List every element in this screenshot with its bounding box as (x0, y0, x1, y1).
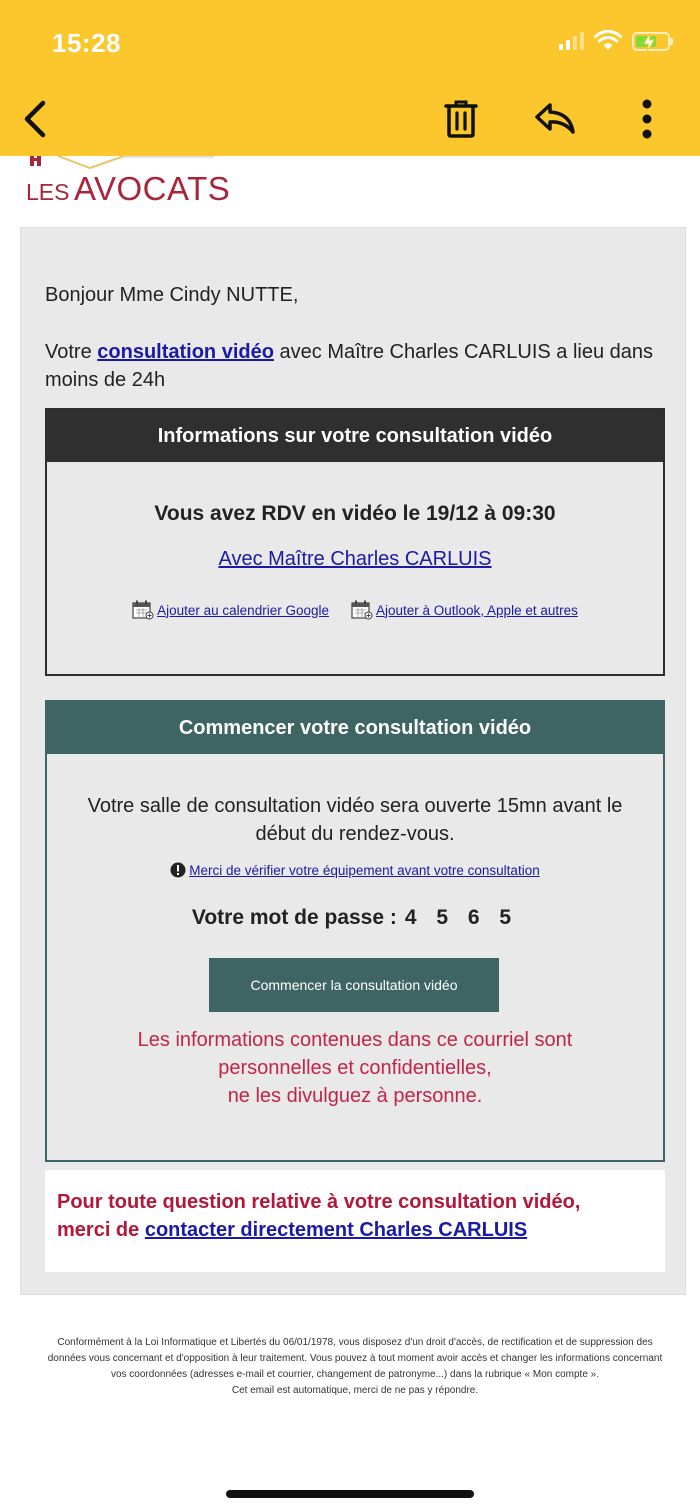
consultation-video-link[interactable]: consultation vidéo (97, 341, 274, 363)
contact-lawyer-link[interactable]: contacter directement Charles CARLUIS (144, 1219, 528, 1241)
password-value: 4 5 6 5 (404, 906, 519, 929)
info-icon (170, 862, 186, 878)
email-body (20, 227, 686, 1295)
logo-prefix: LES (26, 179, 70, 205)
room-opening-info (47, 792, 663, 848)
status-time: 15:28 (52, 28, 121, 58)
equipment-check-link[interactable]: Merci de vérifier votre équipement avant votre consultation (189, 862, 540, 878)
logo-mark-icon (28, 156, 214, 170)
reply-button[interactable] (528, 92, 582, 146)
google-calendar-link[interactable] (132, 600, 329, 620)
intro-paragraph (45, 338, 675, 394)
warning-line-3: ne les divulguez à personne. (227, 1085, 483, 1107)
calendar-add-icon (351, 600, 373, 620)
outlook-calendar-label: Ajouter à Outlook, Apple et autres (375, 602, 578, 618)
intro-text-after: avec Maître Charles CARLUIS a lieu dans moins de 24h (45, 341, 654, 391)
calendar-links (47, 600, 663, 620)
info-box-title: Informations sur votre consultation vidéo (47, 410, 663, 462)
room-line-1: Votre salle de consultation vidéo sera ouverte 15mn avant le (87, 795, 623, 817)
logo-name: AVOCATS (73, 170, 231, 207)
home-indicator[interactable] (226, 1490, 474, 1498)
password-label: Votre mot de passe : (191, 906, 397, 929)
more-options-button[interactable] (620, 92, 674, 146)
google-calendar-label: Ajouter au calendrier Google (157, 602, 329, 618)
question-line-2-before: merci de (57, 1219, 145, 1241)
start-consultation-box (45, 700, 665, 1162)
room-line-2: début du rendez-vous. (255, 823, 455, 845)
intro-text-before: Votre (45, 341, 98, 363)
law-firm-logo (26, 156, 231, 207)
greeting: Bonjour Mme Cindy NUTTE, (45, 284, 299, 306)
question-line-2 (57, 1216, 653, 1244)
status-indicators (559, 30, 670, 52)
outlook-calendar-link[interactable] (351, 600, 578, 620)
delete-button[interactable] (434, 92, 488, 146)
battery-charging-icon (632, 32, 670, 51)
legal-footer (42, 1335, 668, 1399)
chevron-left-icon (21, 99, 49, 139)
trash-icon (443, 99, 479, 139)
warning-line-2: personnelles et confidentielles, (218, 1057, 492, 1079)
question-line-1: Pour toute question relative à votre consultation vidéo, (57, 1191, 581, 1213)
lawyer-link[interactable]: Avec Maître Charles CARLUIS (218, 548, 492, 570)
reply-icon (533, 101, 577, 137)
more-vertical-icon (641, 99, 653, 139)
appointment-datetime: Vous avez RDV en vidéo le 19/12 à 09:30 (154, 502, 556, 525)
warning-line-1: Les informations contenues dans ce courriel sont (137, 1029, 573, 1051)
consultation-info-box (45, 408, 665, 676)
equipment-check-row (47, 862, 663, 878)
auto-notice: Cet email est automatique, merci de ne pas y répondre. (231, 1385, 479, 1396)
legal-text: Conformément à la Loi Informatique et Libertés du 06/01/1978, vous disposez d'un droit d'accès, de rectification et de suppression des données vous concernant et d'opposition à leur traitement. Vous pouvez à tout moment avoir accès et changer les informations concernant vos coordonnées (adresses e-mail et courrier, changement de patronyme...) dans la rubrique « Mon compte ». (47, 1337, 663, 1380)
logo-text (26, 170, 230, 208)
start-box-title: Commencer votre consultation vidéo (47, 702, 663, 754)
wifi-icon (594, 30, 622, 52)
app-toolbar (0, 0, 700, 156)
back-button[interactable] (8, 92, 62, 146)
start-consultation-button[interactable]: Commencer la consultation vidéo (209, 958, 499, 1012)
password-row (47, 906, 663, 930)
contact-question (45, 1170, 665, 1272)
confidentiality-warning (47, 1026, 663, 1110)
cellular-signal-icon (559, 32, 584, 50)
calendar-add-icon (132, 600, 154, 620)
